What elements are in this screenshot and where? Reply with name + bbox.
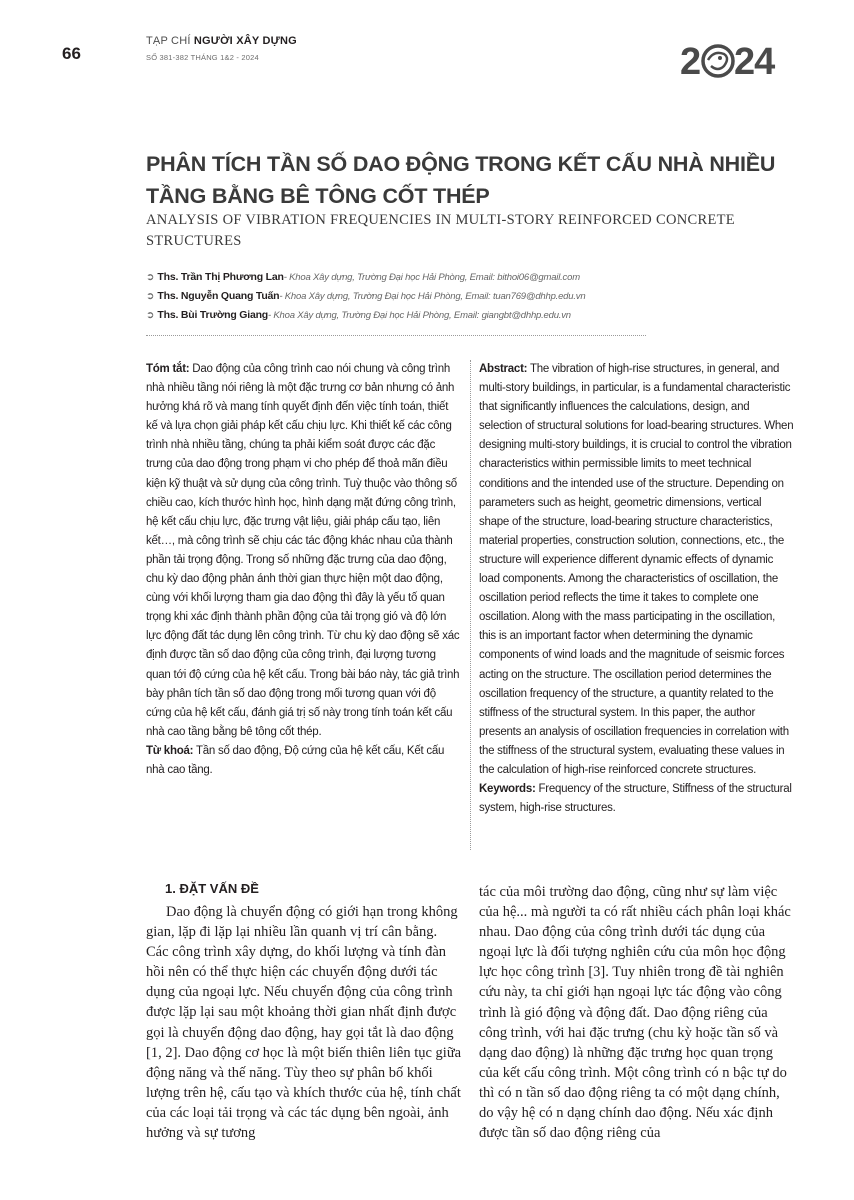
journal-prefix: TẠP CHÍ bbox=[146, 35, 191, 47]
author-list bbox=[146, 268, 806, 325]
arrow-icon: ➲ bbox=[146, 310, 155, 321]
author-name: Ths. Nguyễn Quang Tuấn bbox=[157, 290, 280, 302]
author-affiliation: - Khoa Xây dựng, Trường Đại học Hải Phòng, Email: giangbt@dhhp.edu.vn bbox=[268, 310, 571, 321]
keywords-vi bbox=[146, 742, 461, 780]
abstract-en-label: Abstract: bbox=[479, 363, 528, 375]
keywords-en-label: Keywords: bbox=[479, 783, 536, 796]
abstract-vietnamese bbox=[146, 360, 461, 780]
abstract-column-divider bbox=[470, 360, 471, 850]
author-affiliation: - Khoa Xây dựng, Trường Đại học Hải Phòng, Email: tuan769@dhhp.edu.vn bbox=[279, 291, 586, 302]
author-name: Ths. Trần Thị Phương Lan bbox=[157, 271, 284, 283]
keywords-en bbox=[479, 780, 794, 818]
abstract-vi-paragraph bbox=[146, 360, 461, 742]
journal-title bbox=[146, 35, 297, 47]
abstract-vi-text: Dao động của công trình cao nói chung và công trình nhà nhiều tầng nói riêng là một đặc trưng cơ bản nhưng có ảnh hưởng khá rõ và mang tính quyết định đến việc tính toán, thiết kế và lựa chọn giải pháp kết cấu chịu lực. Khi thiết kế các công trình nhà nhiều tầng, chúng ta phải kiểm soát được các đặc trưng của dao động trong phạm vi cho phép để thoả mãn điều kiện kỹ thuật và sử dụng của công trình. Tuỳ thuộc vào thông số chiều cao, kích thước hình học, hình dạng mặt đứng công trình, hệ kết cấu chịu lực, đặc trưng vật liệu, giải pháp cấu tạo, liên kết…, mà công trình sẽ chịu các tác động khác nhau của thành phần tải trọng động. Trong số những đặc trưng của dao động, chu kỳ dao động phản ánh thời gian thực hiện một dao động, cùng với khối lượng tham gia dao động thì đây là yếu tố quan trọng khi xác định thành phần động của tải trọng gió và độ lớn lực động đất tác dụng lên công trình. Từ chu kỳ dao động sẽ xác định được tần số dao động của công trình, đại lượng tương quan tới độ cứng của hệ kết cấu. Trong bài báo này, tác giả trình bày phân tích tần số dao động trong mối tương quan với độ cứng của hệ kết cấu, đánh giá trị số này trong tính toán kết cấu nhà cao tầng bằng bê tông cốt thép. bbox=[146, 363, 460, 738]
author-divider bbox=[146, 335, 646, 336]
issue-info: SỐ 381-382 THÁNG 1&2 - 2024 bbox=[146, 53, 259, 62]
author-item bbox=[146, 287, 806, 306]
year-logo-text-left: 2 bbox=[680, 41, 701, 82]
year-logo-text-right: 24 bbox=[734, 41, 775, 82]
author-item bbox=[146, 268, 806, 287]
section-heading: 1. ĐẶT VẤN ĐỀ bbox=[165, 881, 259, 896]
dragon-emblem bbox=[703, 46, 733, 76]
author-affiliation: - Khoa Xây dựng, Trường Đại học Hải Phòng, Email: bithoi06@gmail.com bbox=[283, 272, 580, 283]
keywords-en-text: Frequency of the structure, Stiffness of the structural system, high-rise structures. bbox=[479, 783, 792, 815]
journal-name: NGƯỜI XÂY DỰNG bbox=[193, 35, 297, 47]
keywords-vi-text: Tần số dao động, Độ cứng của hệ kết cấu, Kết cấu nhà cao tầng. bbox=[146, 744, 445, 776]
author-item bbox=[146, 306, 806, 325]
abstract-en-paragraph bbox=[479, 360, 794, 780]
abstract-vi-label: Tóm tắt: bbox=[146, 363, 190, 375]
title-vietnamese: PHÂN TÍCH TẦN SỐ DAO ĐỘNG TRONG KẾT CẤU NHÀ NHIỀU TẦNG BẰNG BÊ TÔNG CỐT THÉP bbox=[146, 152, 776, 209]
abstract-en-text: The vibration of high-rise structures, in general, and multi-story buildings, in particular, is a fundamental characteristic that significantly influences the calculations, design, and selection of structural solutions for load-bearing structures. When designing multi-story buildings, it is crucial to control the vibration characteristics within permissible limits to meet technical conditions and the intended use of the structure. Depending on parameters such as height, geometric dimensions, vertical shape of the structure, load-bearing structure characteristics, material properties, construction solution, connections, etc., the structure will experience different dynamic effects of dynamic load components. Among the characteristics of oscillation, the oscillation period reflects the time it takes to complete one oscillation. Along with the mass participating in the oscillation, this is an important factor when determining the dynamic components of wind loads and the magnitude of seismic forces acting on the structure. The oscillation period determines the oscillation frequency of the structure, a quantity related to the stiffness of the structural system. In this paper, the author presents an analysis of oscillation frequencies in correlation with the stiffness of the structural system, evaluating these values in the calculation of high-rise reinforced concrete structures. bbox=[479, 363, 794, 776]
arrow-icon: ➲ bbox=[146, 272, 155, 283]
year-2024-logo bbox=[680, 38, 792, 82]
title-english: ANALYSIS OF VIBRATION FREQUENCIES IN MULTI-STORY REINFORCED CONCRETE STRUCTURES bbox=[146, 212, 735, 249]
body-column-left: Dao động là chuyển động có giới hạn trong không gian, lặp đi lặp lại nhiều lần quanh vị trí cân bằng. Các công trình xây dựng, do khối lượng và tính đàn hồi nên có thể thực hiện các chuyển động dưới tác dụng của ngoại lực. Nếu chuyển động của công trình được lặp lại sau một khoảng thời gian nhất định được gọi là chuyển động dao động, hay gọi tắt là dao động [1, 2]. Dao động cơ học là một biến thiên liên tục giữa động năng và thế năng. Tùy theo sự phân bố khối lượng trên hệ, cấu tạo và khích thước của hệ, tính chất của các loại tải trọng và các tác dụng bên ngoài, ảnh hưởng và sự tương bbox=[146, 904, 462, 1142]
body-column-right: tác của môi trường dao động, cũng như sự làm việc của hệ... mà người ta có rất nhiều cách phân loại khác nhau. Dao động của công trình dưới tác dụng của ngoại lực là đối tượng nghiên cứu của môn học động lực học công trình [3]. Tuy nhiên trong đề tài nghiên cứu này, ta chỉ giới hạn ngoại lực tác động vào công trình là gió động và động đất. Dao động riêng của công trình, với hai đặc trưng (chu kỳ hoặc tần số và dạng dao động) là những đặc trưng học quan trọng của kết cấu công trình. Một công trình có n bậc tự do thì có n tần số dao động riêng ta có một dạng chính, do vậy hệ có n dạng chính dao động. Nếu xác định được tần số dao động riêng của bbox=[479, 884, 791, 1142]
arrow-icon: ➲ bbox=[146, 291, 155, 302]
keywords-vi-label: Từ khoá: bbox=[146, 744, 194, 757]
abstract-english bbox=[479, 360, 794, 818]
author-name: Ths. Bùi Trường Giang bbox=[157, 309, 269, 321]
page-number: 66 bbox=[62, 44, 81, 63]
